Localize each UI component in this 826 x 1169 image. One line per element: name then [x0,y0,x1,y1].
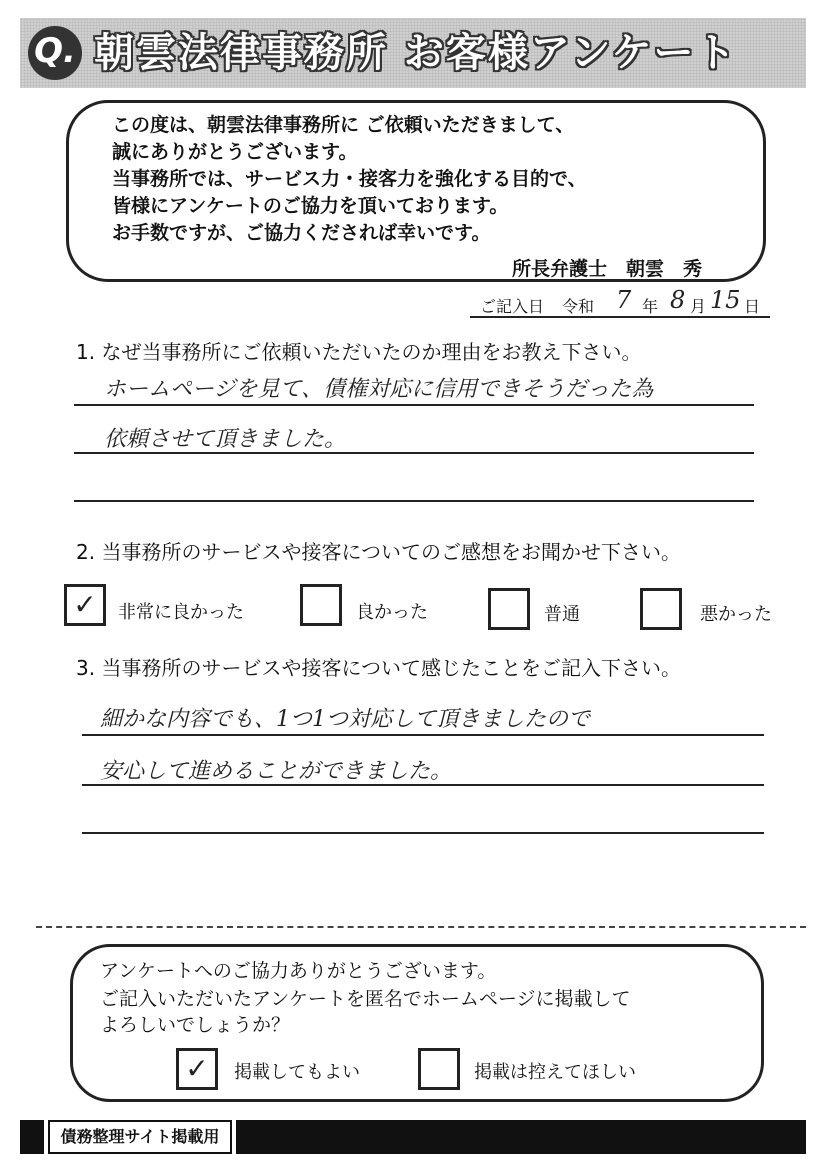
checkbox-allow-publish[interactable] [176,1048,218,1090]
answer-1-line-2[interactable]: 依頼させて頂きました。 [104,427,347,452]
intro-line: この度は、朝雲法律事務所に ご依頼いただきまして、 [112,114,575,136]
checkbox-bad[interactable] [640,588,682,630]
answer-rule [74,404,754,406]
footer-tag: 債務整理サイト掲載用 [48,1120,232,1154]
date-month: 8 [670,286,686,314]
answer-3-line-1[interactable]: 細かな内容でも、1つ1つ対応して頂きましたので [100,707,590,732]
answer-rule [74,500,754,502]
answer-rule [82,784,764,786]
consent-line: ご記入いただいたアンケートを匿名でホームページに掲載して [100,988,631,1010]
answer-3-line-2[interactable]: 安心して進めることができました。 [100,759,453,784]
cut-line [36,926,806,928]
question-badge: Q. [28,26,82,80]
option-good-label: 良かった [356,602,428,623]
question-2: 2. 当事務所のサービスや接客についてのご感想をお聞かせ下さい。 [76,540,682,564]
footer-bar [236,1120,806,1154]
footer-bar-left [20,1120,44,1154]
option-deny-publish-label: 掲載は控えてほしい [474,1062,636,1083]
checkbox-good[interactable] [300,584,342,626]
intro-line: 誠にありがとうございます。 [112,141,358,163]
intro-line: 皆様にアンケートのご協力を頂いております。 [112,195,509,217]
date-year-unit: 年 [642,297,659,316]
date-day: 15 [710,286,741,314]
answer-rule [82,734,764,736]
option-allow-publish-label: 掲載してもよい [234,1062,360,1083]
checkbox-average[interactable] [488,588,530,630]
option-very-good-label: 非常に良かった [118,602,244,623]
checkbox-very-good[interactable] [64,584,106,626]
option-average-label: 普通 [544,604,580,625]
consent-line: アンケートへのご協力ありがとうございます。 [100,960,497,982]
consent-line: よろしいでしょうか？ [100,1014,291,1036]
check-icon: ✓ [73,588,97,621]
checkbox-deny-publish[interactable] [418,1048,460,1090]
question-1: 1. なぜ当事務所にご依頼いただいたのか理由をお教え下さい。 [76,340,642,364]
option-bad-label: 悪かった [700,604,772,625]
date-field[interactable] [470,286,770,316]
date-label: ご記入日 [480,297,545,316]
question-3: 3. 当事務所のサービスや接客について感じたことをご記入下さい。 [76,656,682,680]
answer-1-line-1[interactable]: ホームページを見て、債権対応に信用できそうだった為 [104,377,654,402]
intro-line: 当事務所では、サービス力・接客力を強化する目的で、 [112,168,587,190]
date-underline [470,316,770,318]
check-icon: ✓ [185,1052,209,1085]
date-era: 令和 [562,297,595,316]
signature: 所長弁護士 朝雲 秀 [512,258,703,280]
answer-rule [82,832,764,834]
answer-rule [74,452,754,454]
date-month-unit: 月 [690,297,707,316]
page-title: 朝雲法律事務所 お客様アンケート [94,30,738,76]
date-day-unit: 日 [744,297,761,316]
date-year: 7 [616,286,632,314]
intro-line: お手数ですが、ご協力くだされば幸いです。 [112,222,491,244]
